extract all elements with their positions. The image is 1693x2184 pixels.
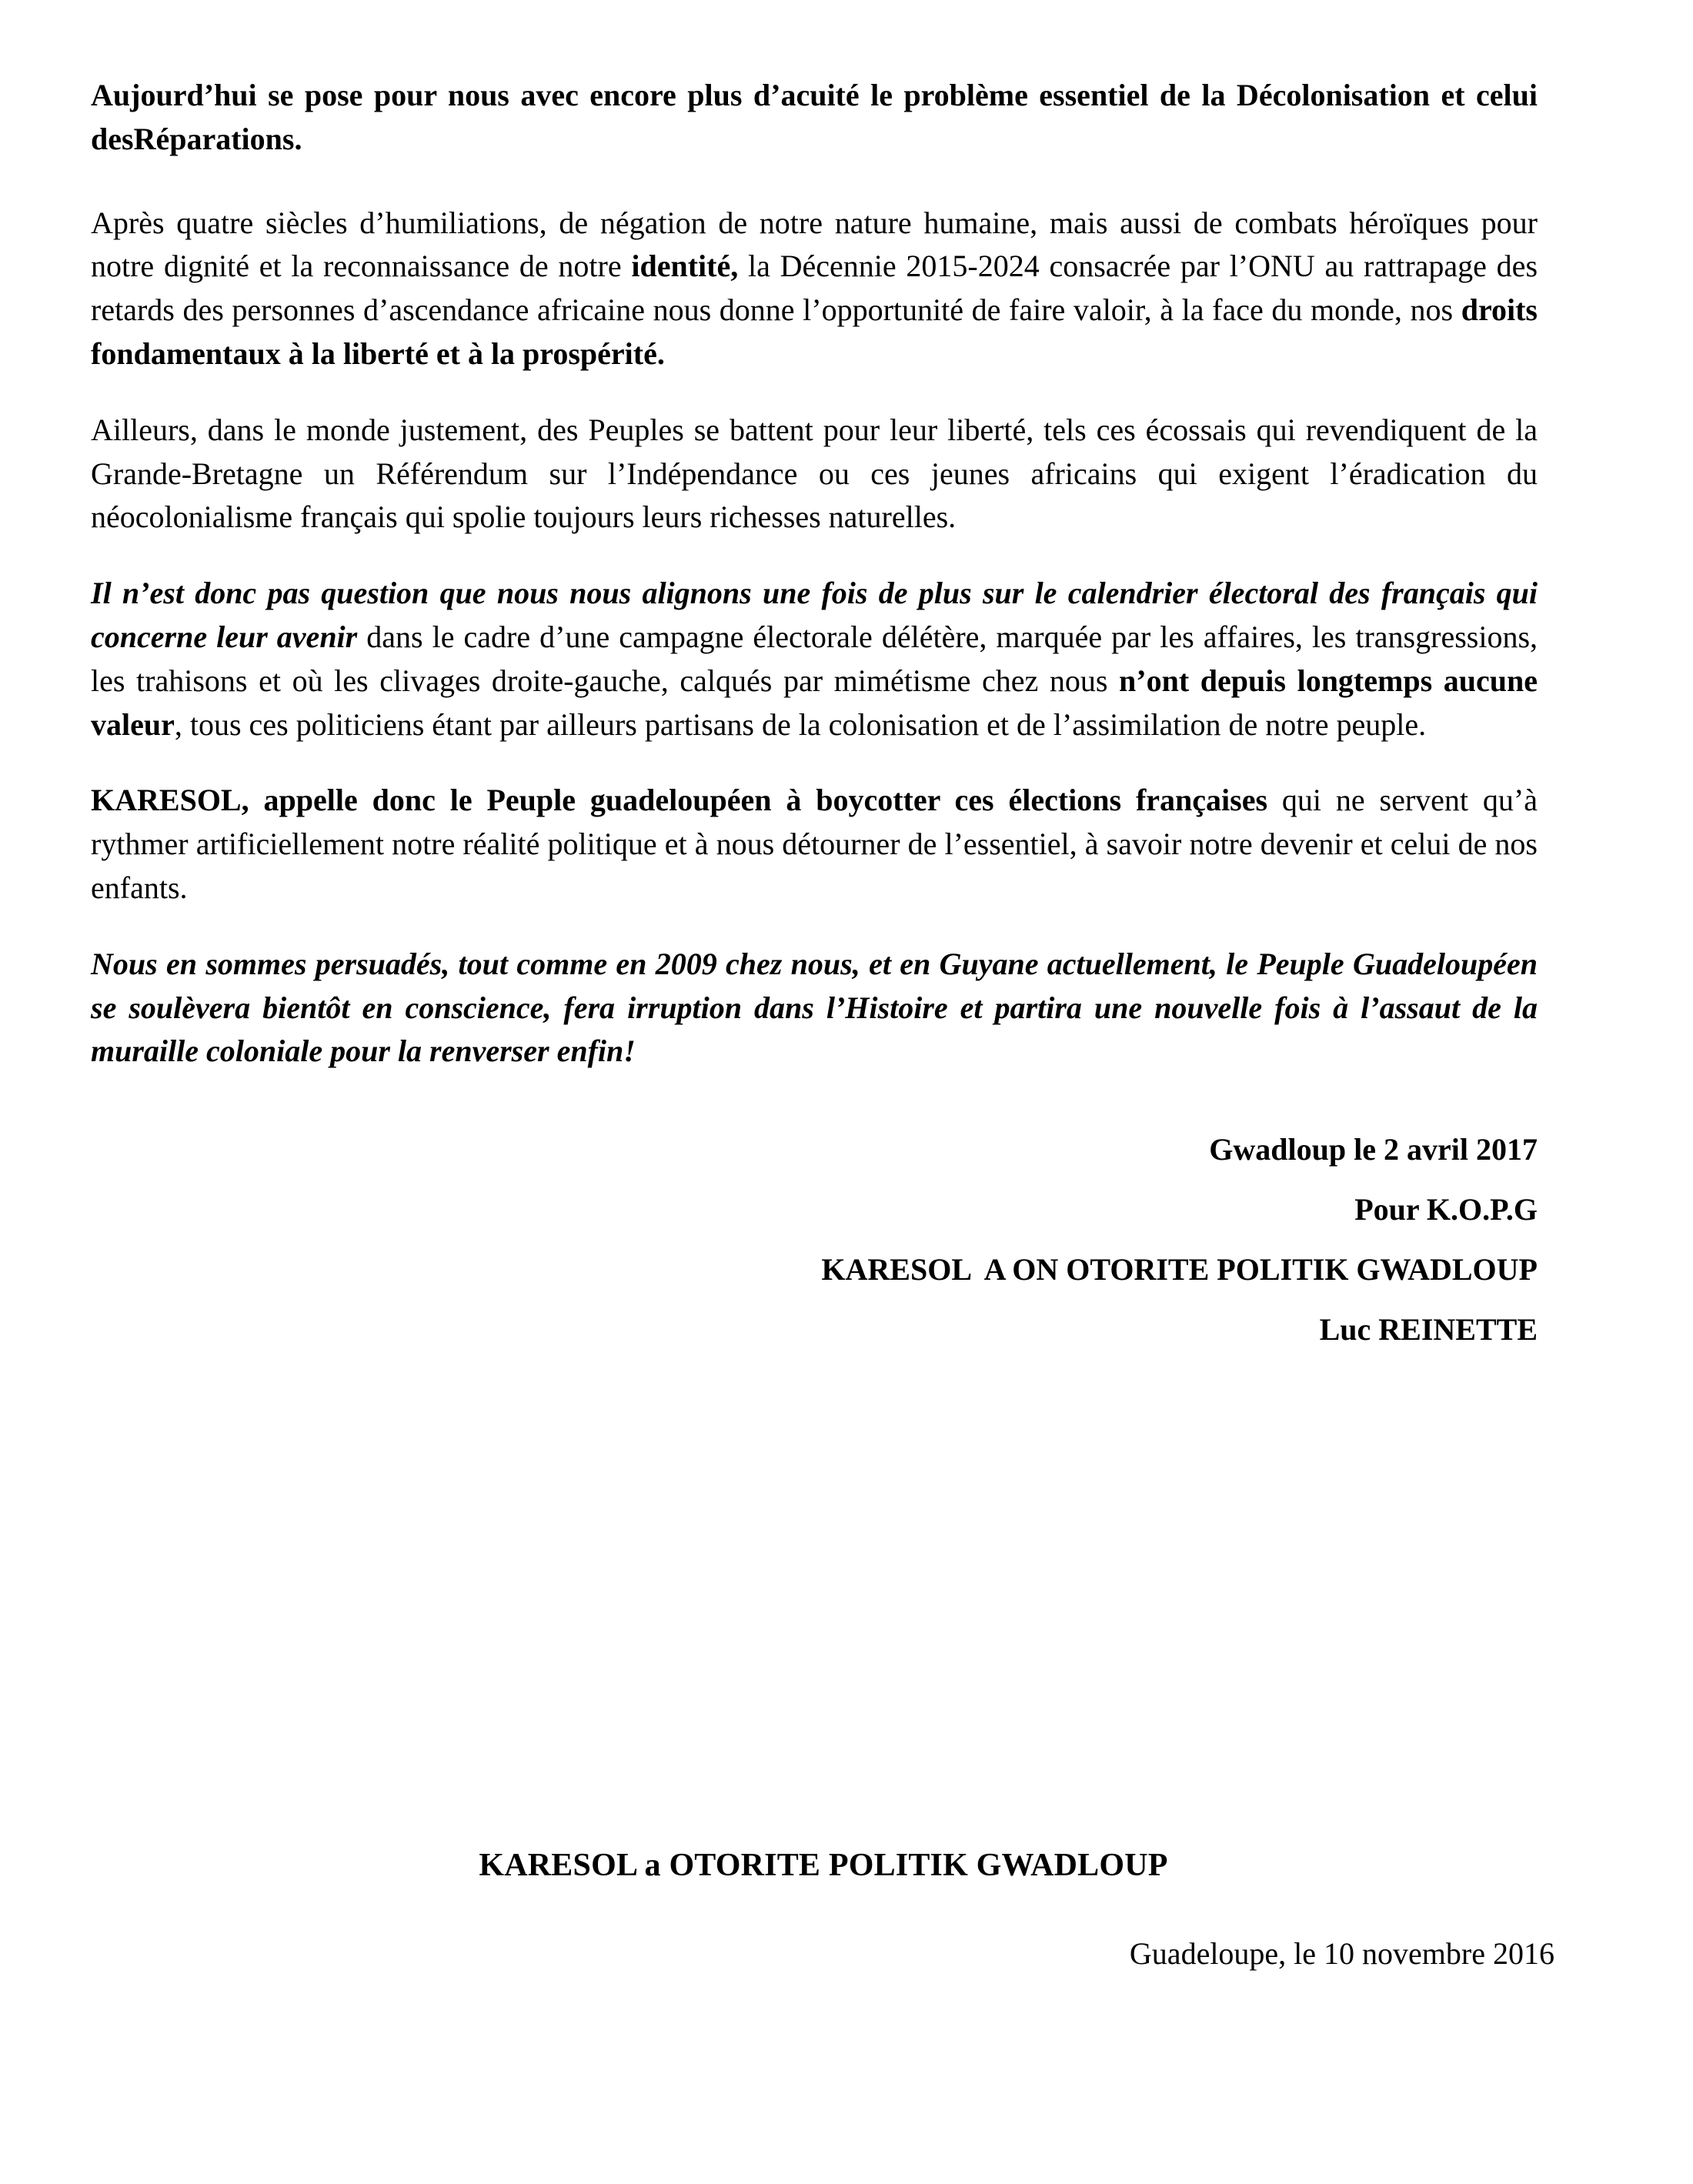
footer-block	[91, 1843, 1556, 1975]
paragraph-lead-text: Aujourd’hui se pose pour nous avec encore plus d’acuité le problème essentiel de la Décolonisation et celui desRéparations.	[91, 78, 1538, 156]
signature-signatory: Luc REINETTE	[1319, 1312, 1538, 1347]
footer-date: Guadeloupe, le 10 novembre 2016	[1129, 1935, 1554, 1971]
paragraph-lead	[91, 74, 1538, 162]
paragraph-calendrier-part1: dans le cadre d’une campagne électorale délétère, marquée par les affaires, les transgressions, les trahisons et où les clivages droite-gauche, calqués par mimétisme chez nous	[91, 619, 1538, 698]
signature-block	[91, 1120, 1538, 1360]
paragraph-decennie-emph-droits: droits fondamentaux à la liberté et à la prospérité.	[91, 292, 1538, 371]
paragraph-decennie-part1: Après quatre siècles d’humiliations, de négation de notre nature humaine, mais aussi de combats héroïques pour notre dignité et la reconnaissance de notre	[91, 205, 1538, 284]
paragraph-closing	[91, 943, 1538, 1074]
paragraph-decennie	[91, 202, 1538, 376]
paragraph-decennie-part2: la Décennie 2015-2024 consacrée par l’ONU au rattrapage des retards des personnes d’ascendance africaine nous donne l’opportunité de faire valoir, à la face du monde, nos	[91, 249, 1538, 328]
paragraph-ailleurs-text: Ailleurs, dans le monde justement, des Peuples se battent pour leur liberté, tels ces écossais qui revendiquent de la Grande-Bretagne un Référendum sur l’Indépendance ou ces jeunes africains qui exigent l’éradication du néocolonialisme français qui spolie toujours leurs richesses naturelles.	[91, 412, 1538, 535]
signature-place-date: Gwadloup le 2 avril 2017	[1209, 1132, 1538, 1167]
signature-on-behalf-of: Pour K.O.P.G	[1354, 1192, 1538, 1227]
paragraph-boycott	[91, 779, 1538, 910]
footer-organization: KARESOL a OTORITE POLITIK GWADLOUP	[479, 1848, 1168, 1883]
paragraph-closing-text: Nous en sommes persuadés, tout comme en 2009 chez nous, et en Guyane actuellement, le Peuple Guadeloupéen se soulèvera bientôt en conscience, fera irruption dans l’Histoire et partira une nouvelle fois à l’assaut de la muraille coloniale pour la renverser enfin!	[91, 946, 1538, 1069]
document-body	[91, 74, 1538, 1360]
paragraph-calendrier-emph-lead: Il n’est donc pas question que nous nous alignons une fois de plus sur le calendrier électoral des français qui concerne leur avenir	[91, 576, 1538, 654]
paragraph-decennie-emph-identite: identité,	[631, 249, 739, 284]
signature-organization: KARESOL A ON OTORITE POLITIK GWADLOUP	[821, 1252, 1538, 1287]
paragraph-calendrier-part2: , tous ces politiciens étant par ailleurs partisans de la colonisation et de l’assimilation de notre peuple.	[174, 706, 1427, 742]
paragraph-calendrier-emph-valeur: n’ont depuis longtemps aucune valeur	[91, 663, 1538, 742]
paragraph-boycott-text: qui ne servent qu’à rythmer artificiellement notre réalité politique et à nous détourner de l’essentiel, à savoir notre devenir et celui de nos enfants.	[91, 783, 1538, 905]
paragraph-ailleurs	[91, 409, 1538, 539]
paragraph-calendrier	[91, 572, 1538, 746]
paragraph-boycott-emph: KARESOL, appelle donc le Peuple guadeloupéen à boycotter ces élections françaises	[91, 783, 1268, 818]
